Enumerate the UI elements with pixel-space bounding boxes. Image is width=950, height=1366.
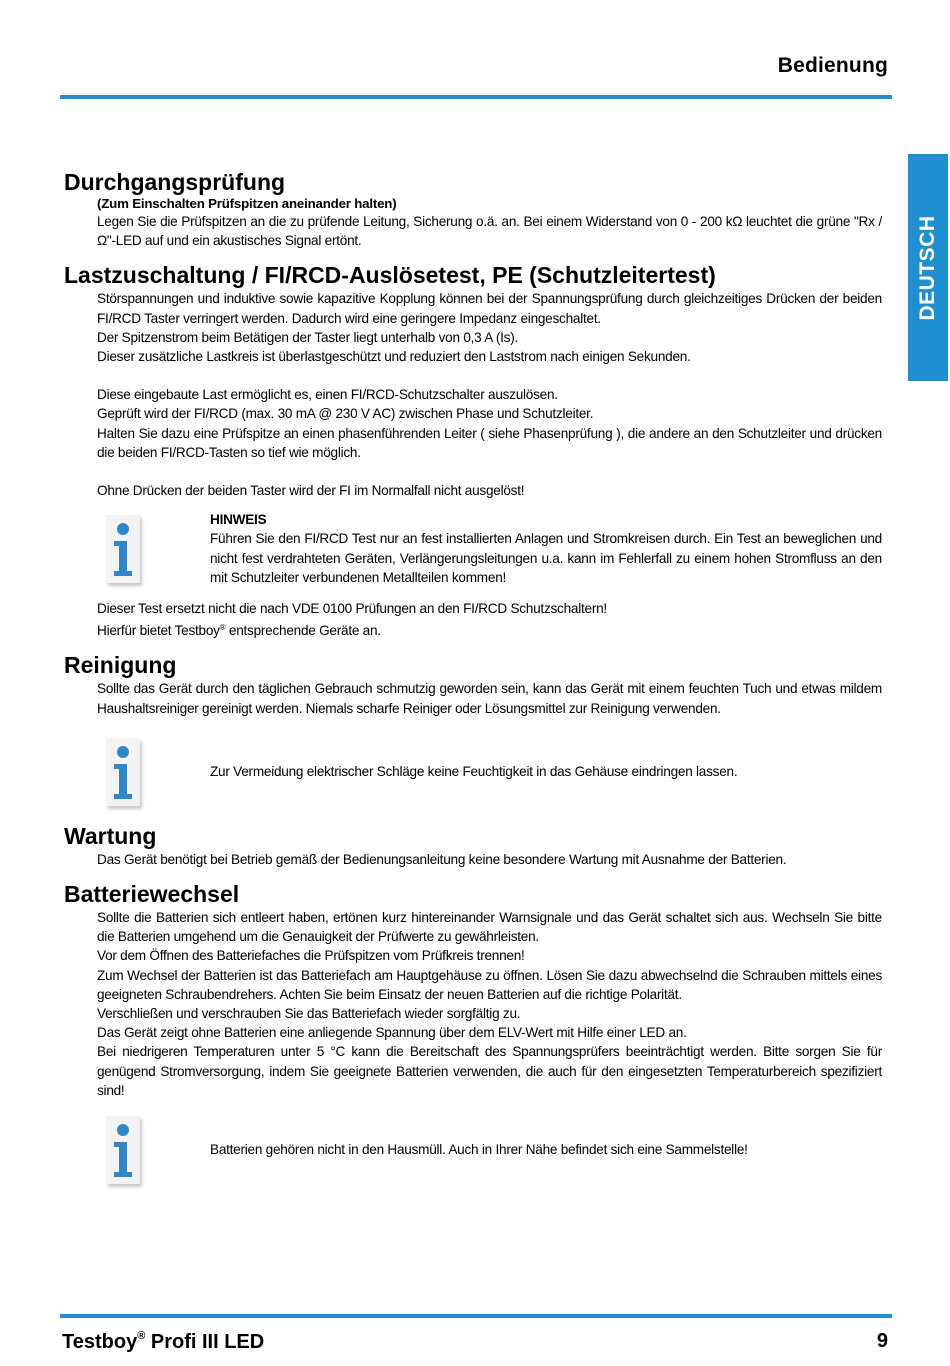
durchgang-subtitle: (Zum Einschalten Prüfspitzen aneinander halten) [97,196,397,211]
note-fi-text: Führen Sie den FI/RCD Test nur an fest installierten Anlagen und Stromkreisen durch. Ein Test an beweglichen und nicht fest verdrahteten Geräten, Verlängerungsleitungen u.a. kann im Fehlerfall zu einem hohen Stromfluss an den mit Schutzleiter verbundenen Metallteilen kommen! [210,531,882,585]
language-tab [908,154,948,381]
footer-product [62,1330,264,1354]
last-paragraph-1: Störspannungen und induktive sowie kapazitive Kopplung können bei der Spannungsprüfung durch gleichzeitiges Drücken der beiden FI/RCD Taster verringert werden. Dadurch wird eine geringere Impedanz eingeschaltet. [97,291,882,326]
note-fi-test [64,510,882,587]
last-paragraph-8: Dieser Test ersetzt nicht die nach VDE 0100 Prüfungen an den FI/RCD Schutzschaltern! [97,601,607,617]
section-title-durchgang: Durchgangsprüfung [64,169,286,195]
wartung-paragraph: Das Gerät benötigt bei Betrieb gemäß der Bedienungsanleitung keine besondere Wartung mit Ausnahme der Batterien. [97,851,787,867]
batterie-paragraph-6: Bei niedrigeren Temperaturen unter 5 °C kann die Bereitschaft des Spannungsprüfers beeinträchtigt werden. Bitte sorgen Sie für genügend Stromversorgung, indem Sie geeignete Batterien verwenden, die auch für den eingesetzten Temperaturbereich spezifiziert sind! [97,1044,882,1098]
last-paragraph-3: Dieser zusätzliche Lastkreis ist überlastgeschützt und reduziert den Laststrom nach einigen Sekunden. [97,349,691,365]
registered-mark: ® [219,623,226,633]
last-paragraph-2: Der Spitzenstrom beim Betätigen der Taster liegt unterhalb von 0,3 A (Is). [97,329,519,345]
note-disposal [64,1116,882,1184]
language-tab-label: DEUTSCH [916,214,939,321]
page-number: 9 [876,1330,888,1352]
last-paragraph-5: Geprüft wird der FI/RCD (max. 30 mA @ 230 V AC) zwischen Phase und Schutzleiter. [97,406,594,422]
info-icon [106,738,140,806]
section-title-reinigung: Reinigung [64,652,177,679]
batterie-paragraph-1: Sollte die Batterien sich entleert haben, ertönen kurz hintereinander Warnsignale und das Gerät schaltet sich aus. Wechseln Sie bitte die Batterien umgehend um die Genauigkeit der Prüfwerte zu gewährleisten. [97,910,882,945]
note-moisture [64,738,882,806]
last-paragraph-9-start: Hierfür bietet Testboy [97,623,220,639]
header-divider [60,95,892,99]
footer-divider [60,1314,892,1318]
footer-registered-mark: ® [137,1330,146,1342]
info-icon [106,1116,140,1184]
last-paragraph-7: Ohne Drücken der beiden Taster wird der FI im Normalfall nicht ausgelöst! [97,483,525,499]
batterie-paragraph-5: Das Gerät zeigt ohne Batterien eine anliegende Spannung über dem ELV-Wert mit Hilfe einer LED an. [97,1025,687,1041]
last-paragraph-4: Diese eingebaute Last ermöglicht es, einen FI/RCD-Schutzschalter auszulösen. [97,387,558,403]
durchgang-paragraph: Legen Sie die Prüfspitzen an die zu prüfende Leitung, Sicherung o.ä. an. Bei einem Widerstand von 0 - 200 kΩ leuchtet die grüne "Rx /Ω"-LED auf und ein akustisches Signal ertönt. [97,214,882,249]
last-paragraph-9-end: entsprechende Geräte an. [225,623,381,639]
reinigung-paragraph: Sollte das Gerät durch den täglichen Gebrauch schmutzig geworden sein, kann das Gerät mit einem feuchten Tuch und etwas mildem Haushaltsreiniger gereinigt werden. Niemals scharfe Reiniger oder Lösungsmittel zur Reinigung verwenden. [97,681,882,716]
section-title-wartung: Wartung [64,822,157,849]
footer-product-name: Profi III LED [145,1331,265,1353]
section-title-batteriewechsel: Batteriewechsel [64,881,240,908]
page-header-title: Bedienung [777,54,888,77]
section-title-lastzuschaltung: Lastzuschaltung / FI/RCD-Auslösetest, PE (Schutzleitertest) [64,262,716,289]
batterie-paragraph-2: Vor dem Öffnen des Batteriefaches die Prüfspitzen vom Prüfkreis trennen! [97,948,525,964]
note-moisture-text: Zur Vermeidung elektrischer Schläge keine Feuchtigkeit in das Gehäuse eindringen lassen. [210,764,738,780]
batterie-paragraph-3: Zum Wechsel der Batterien ist das Batteriefach am Hauptgehäuse zu öffnen. Lösen Sie dazu abwechselnd die Schrauben mittels eines geeigneten Schraubendrehers. Achten Sie beim Einsatz der neuen Batterien auf die richtige Polarität. [97,967,882,1002]
last-paragraph-6: Halten Sie dazu eine Prüfspitze an einen phasenführenden Leiter ( siehe Phasenprüfung ), die andere an den Schutzleiter und drücken die beiden FI/RCD-Tasten so tief wie möglich. [97,425,882,460]
note-disposal-text: Batterien gehören nicht in den Hausmüll. Auch in Ihrer Nähe befindet sich eine Sammelstelle! [210,1142,748,1158]
footer-brand: Testboy [62,1331,138,1353]
note-heading: HINWEIS [210,512,267,528]
info-icon [106,515,140,583]
page-content [64,168,882,1184]
batterie-paragraph-4: Verschließen und verschrauben Sie das Batteriefach wieder sorgfältig zu. [97,1006,521,1022]
last-paragraph-9 [97,618,882,640]
